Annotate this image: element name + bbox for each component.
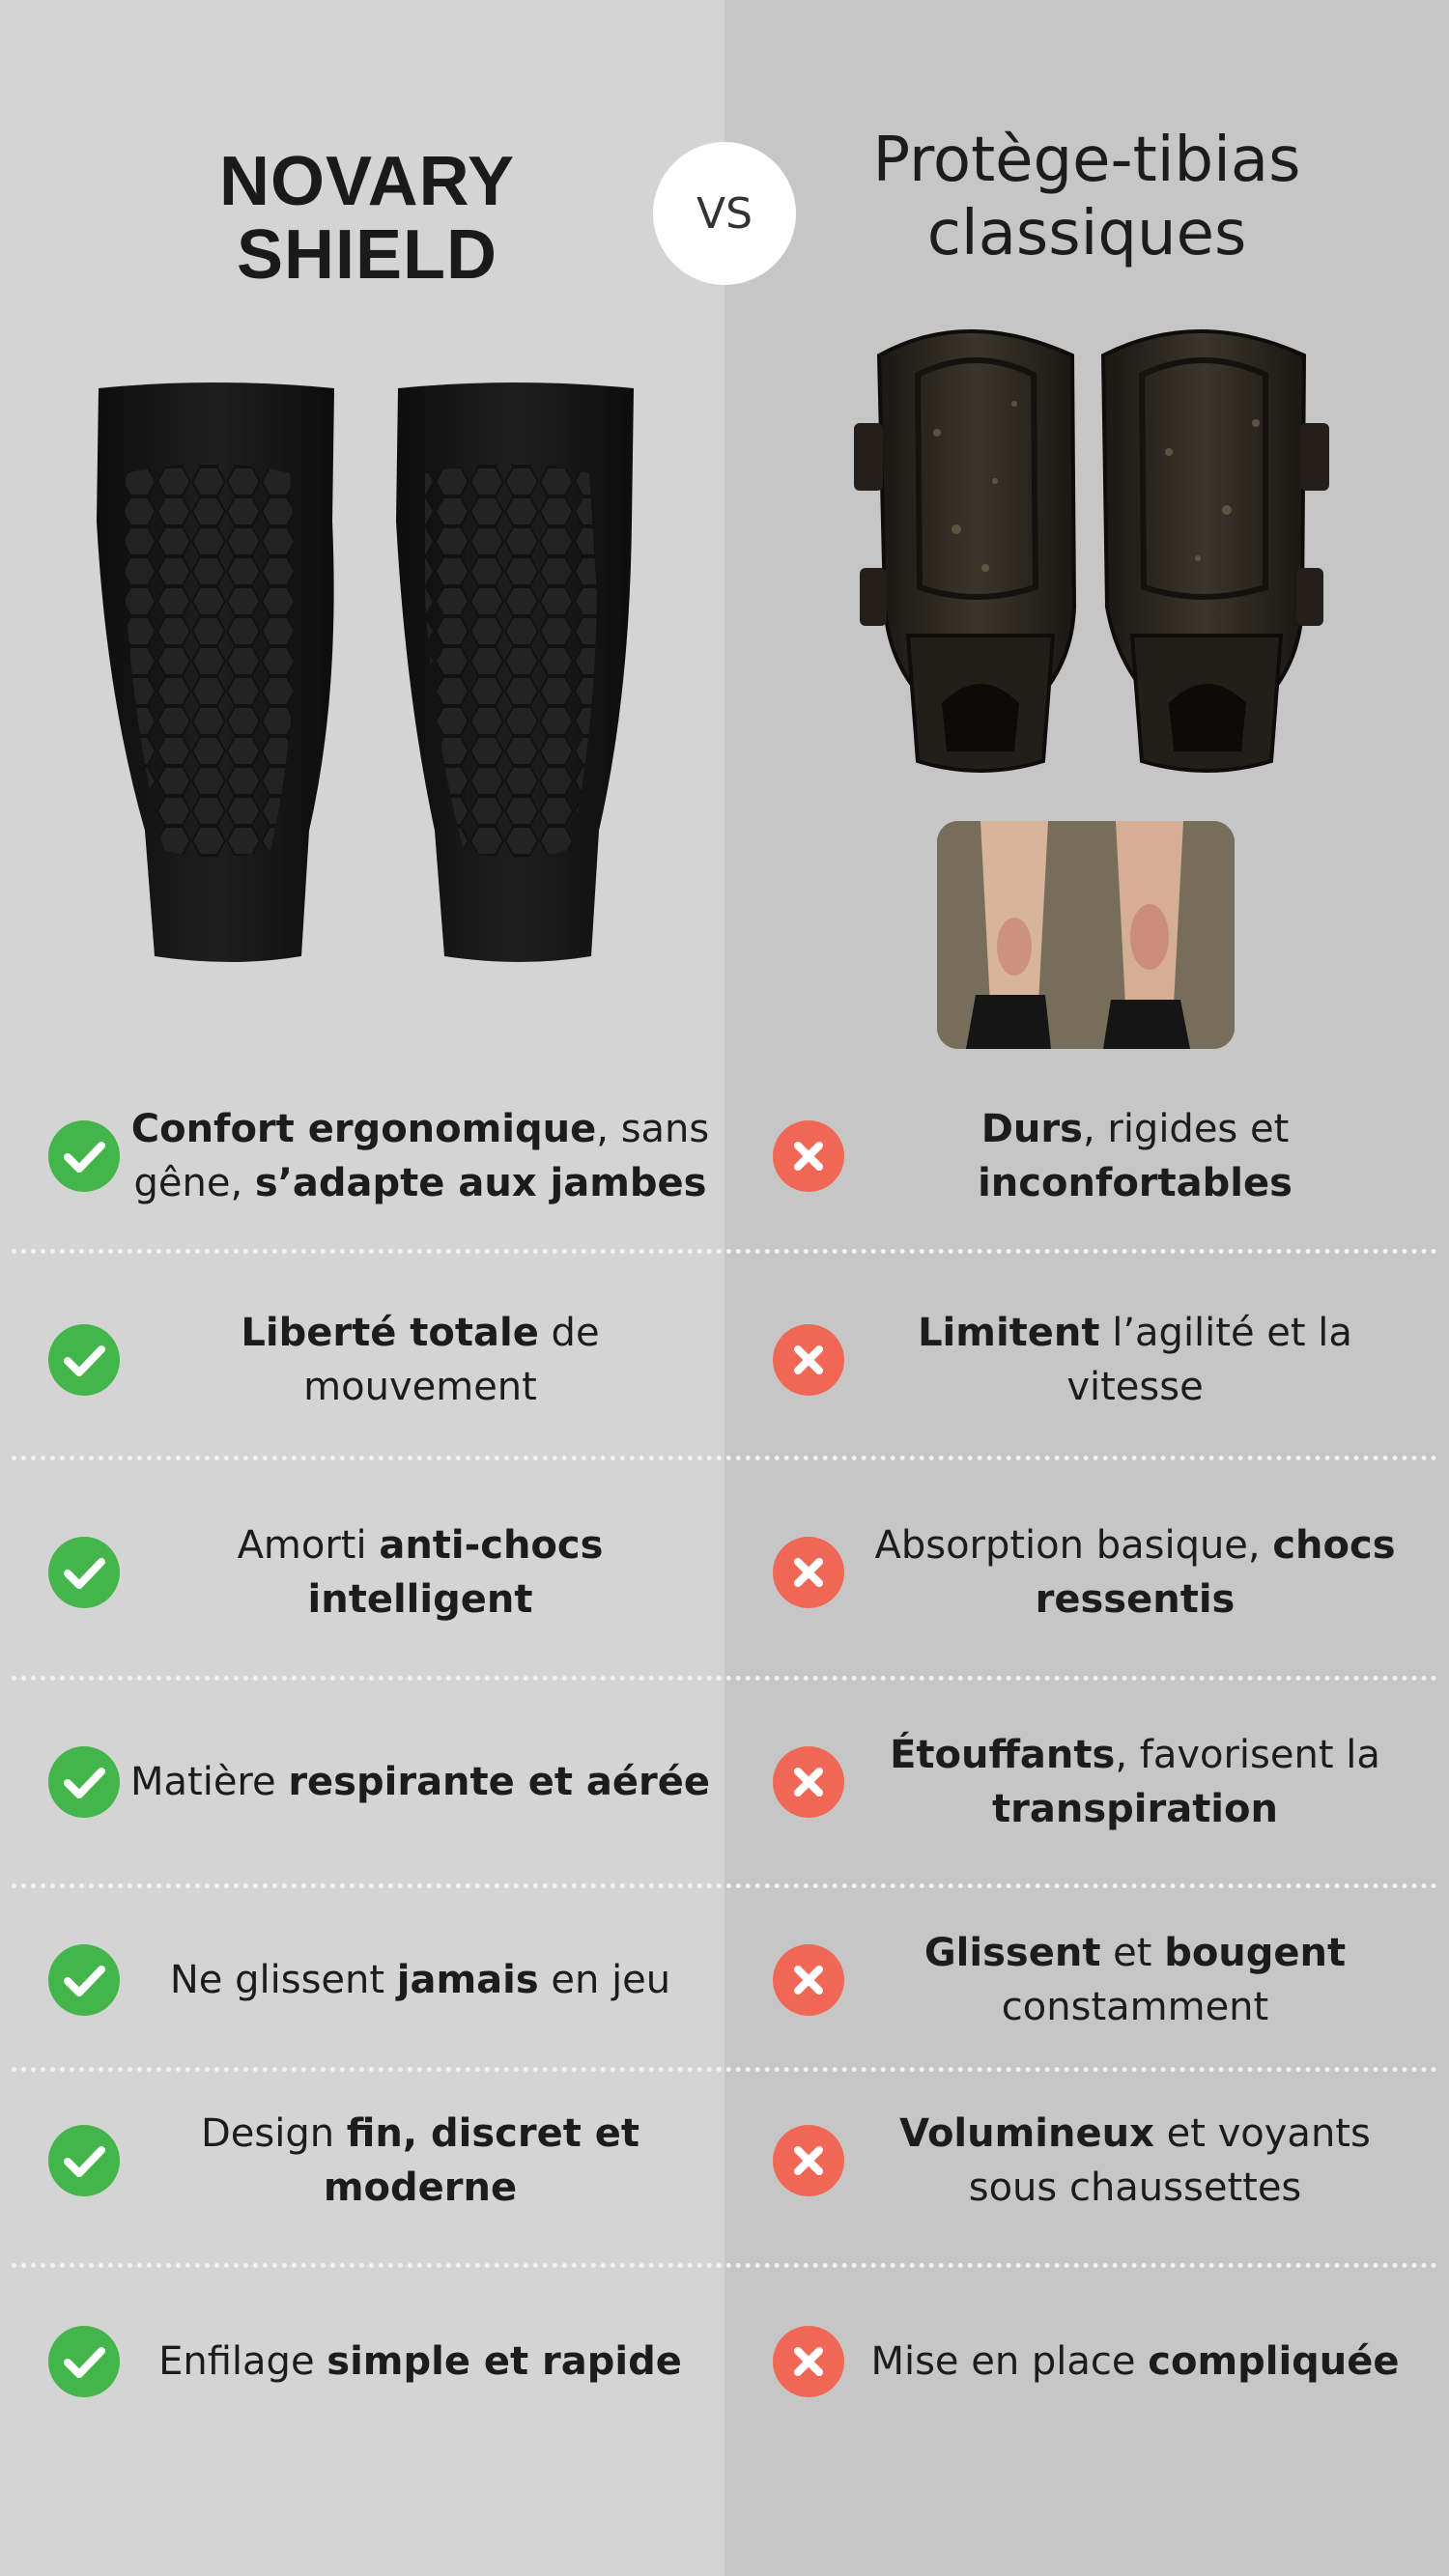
text-segment: et	[1100, 1931, 1165, 1975]
text-segment: Amorti	[237, 1523, 380, 1568]
con-feature-text	[855, 1514, 1415, 1630]
cross-icon	[773, 1944, 844, 2016]
text-segment: constamment	[1001, 1985, 1269, 2029]
pro-feature-text	[130, 2304, 710, 2420]
cross-icon	[773, 1324, 844, 1396]
brand-title	[116, 145, 618, 292]
text-segment: et voyants sous chaussettes	[968, 2111, 1371, 2210]
pro-feature-text	[130, 1302, 710, 1418]
row-divider	[12, 1676, 1437, 1681]
text-emphasis: bougent	[1164, 1931, 1347, 1975]
classic-shinguards-image	[850, 317, 1333, 819]
check-icon	[48, 1746, 120, 1818]
pro-feature-text	[130, 1922, 710, 2038]
text-segment: Matière	[130, 1760, 289, 1804]
row-divider	[12, 2067, 1437, 2072]
text-segment: en jeu	[538, 1958, 671, 2002]
classic-title-line1: Protège-tibias	[872, 125, 1301, 196]
text-segment: Mise en place	[870, 2339, 1149, 2384]
row-divider	[12, 1456, 1437, 1460]
text-emphasis: inconfortables	[978, 1161, 1293, 1205]
text-emphasis: s’adapte aux jambes	[254, 1161, 707, 1205]
cross-icon	[773, 1537, 844, 1608]
check-icon	[48, 1120, 120, 1192]
pro-feature-text	[130, 1099, 710, 1213]
text-emphasis: jamais	[396, 1958, 539, 2002]
check-icon	[48, 2125, 120, 2196]
cross-icon	[773, 2125, 844, 2196]
row-divider	[12, 1249, 1437, 1254]
text-segment: , rigides et	[1082, 1107, 1290, 1151]
con-feature-text	[855, 1724, 1415, 1840]
text-emphasis: Glissent	[923, 1931, 1101, 1975]
irritated-legs-photo	[937, 821, 1235, 1049]
text-emphasis: compliquée	[1148, 2339, 1400, 2384]
text-emphasis: Étouffants	[890, 1733, 1116, 1777]
text-segment: Ne glissent	[169, 1958, 397, 2002]
pro-feature-text	[130, 1724, 710, 1840]
text-emphasis: anti-chocs intelligent	[307, 1523, 604, 1622]
check-icon	[48, 1324, 120, 1396]
cross-icon	[773, 1120, 844, 1192]
con-feature-text	[855, 1099, 1415, 1213]
text-emphasis: Volumineux	[899, 2111, 1154, 2156]
text-emphasis: simple et rapide	[327, 2339, 682, 2384]
text-emphasis: transpiration	[992, 1787, 1278, 1831]
vs-badge	[653, 142, 796, 285]
text-emphasis: Confort ergonomique	[130, 1107, 597, 1151]
text-segment: de mouvement	[303, 1311, 600, 1409]
text-segment: , favorisent la	[1115, 1733, 1380, 1777]
novary-sleeves-image	[87, 377, 657, 966]
cross-icon	[773, 1746, 844, 1818]
row-divider	[12, 1883, 1437, 1888]
text-segment: Design	[200, 2111, 347, 2156]
brand-title-line1: NOVARY	[218, 143, 516, 220]
text-emphasis: Durs	[980, 1107, 1083, 1151]
check-icon	[48, 1944, 120, 2016]
text-emphasis: respirante et aérée	[288, 1760, 710, 1804]
text-emphasis: fin, discret et moderne	[323, 2111, 640, 2210]
text-segment: Absorption basique,	[874, 1523, 1273, 1568]
con-feature-text	[855, 1922, 1415, 2038]
pro-feature-text	[130, 1514, 710, 1630]
con-feature-text	[855, 1302, 1415, 1418]
text-emphasis: Limitent	[918, 1311, 1100, 1355]
text-segment: Enfilage	[158, 2339, 327, 2384]
text-segment: l’agilité et la vitesse	[1066, 1311, 1352, 1409]
text-emphasis: chocs ressentis	[1035, 1523, 1396, 1622]
brand-title-line2: SHIELD	[236, 216, 498, 294]
check-icon	[48, 2326, 120, 2397]
text-segment: , sans gêne,	[133, 1107, 710, 1205]
cross-icon	[773, 2326, 844, 2397]
pro-feature-text	[130, 2104, 710, 2218]
classic-title-line2: classiques	[926, 198, 1247, 269]
classic-title	[821, 124, 1352, 270]
text-emphasis: Liberté totale	[241, 1311, 539, 1355]
vs-label: VS	[696, 188, 753, 239]
check-icon	[48, 1537, 120, 1608]
con-feature-text	[855, 2304, 1415, 2420]
row-divider	[12, 2263, 1437, 2268]
con-feature-text	[855, 2104, 1415, 2218]
